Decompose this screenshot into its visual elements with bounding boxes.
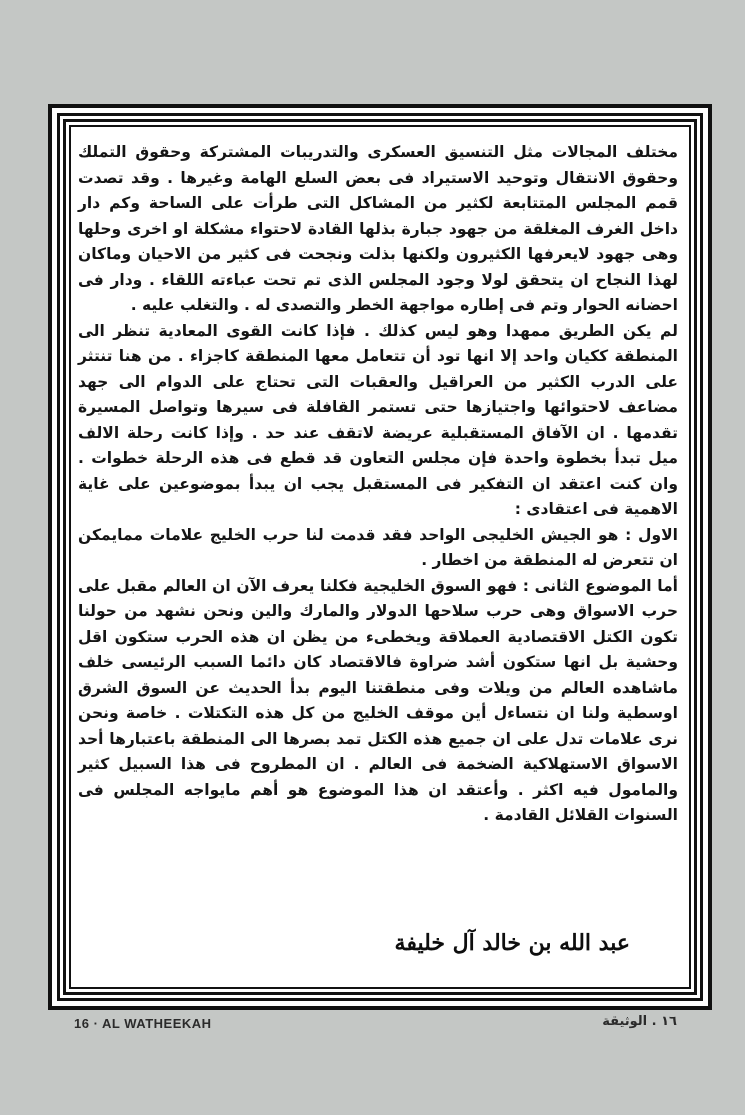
article-paragraph-3: الاول : هو الجيش الخليجى الواحد فقد قدمت لنا حرب الخليج علامات ممايمكن ان تتعرض له المنطقة من اخطار . bbox=[78, 525, 678, 569]
article-paragraph-1: مختلف المجالات مثل التنسيق العسكرى والتدريبات المشتركة وحقوق التملك وحقوق الانتقال وتوحيد الاستيراد فى بعض السلع الهامة وغيرها . وقد تصدت قمم المجلس المتتابعة لكثير من المشاكل التى طرأت على الساحة وكم دار داخل الغرف المغلقة من جهود جبارة بذلها القادة لاحتواء مشكلة او اخرى وحلها وهى جهود لايعرفها الكثيرون ولكنها بذلت ونجحت فى كثير من الاحيان وماكان لهذا النجاح ان يتحقق لولا وجود المجلس الذى تم تحت عباءته اللقاء . ودار فى احضانه الحوار وتم فى إطاره مواجهة الخطر والتصدى له . والتغلب عليه . bbox=[78, 143, 678, 314]
article-paragraph-2: لم يكن الطريق ممهدا وهو ليس كذلك . فإذا كانت القوى المعادية تنظر الى المنطقة ككيان واحد إلا انها تود أن تتعامل معها المنطقة كاجزاء . من هنا تنتثر على الدرب الكثير من العراقيل والعقبات التى تحتاج على الدوام الى جهد مضاعف لاحتوائها واجتيازها حتى تستمر القافلة فى سيرها وتواصل المسيرة تقدمها . ان الآفاق المستقبلية عريضة لاتقف عند حد . وإذا كانت رحلة الالف ميل تبدأ بخطوة واحدة فإن مجلس التعاون قد قطع فى هذه الرحلة خطوات . وان كنت اعتقد ان التفكير فى المستقبل يجب ان يبدأ بموضوعين على غاية الاهمية فى اعتقادى : bbox=[78, 321, 678, 518]
article-paragraph-4: أما الموضوع الثانى : فهو السوق الخليجية فكلنا يعرف الآن ان العالم مقبل على حرب الاسواق وهى حرب سلاحها الدولار والمارك والين ونحن نشهد من حولنا تكون الكتل الاقتصادية العملاقة ويخطىء من يظن ان هذه الحرب ستكون اقل وحشية بل انها ستكون أشد ضراوة فالاقتصاد كان دائما السبب الرئيسى خلف ماشاهده العالم من ويلات وفى منطقتنا اليوم بدأ الحديث عن السوق الشرق اوسطية ولنا ان نتساءل أين موقف الخليج من كل هذه التكتلات . خاصة ونحن نرى علامات تدل على ان جميع هذه الكتل تمد بصرها الى المنطقة باعتبارها أحد الاسواق الاستهلاكية الضخمة فى العالم . ان المطروح فى هذا السبيل كثير والمامول فيه اكثر . وأعتقد ان هذا الموضوع هو أهم مايواجه المجلس فى السنوات القلائل القادمة . bbox=[78, 576, 678, 824]
footer-page-number-latin: 16 · AL WATHEEKAH bbox=[74, 1016, 212, 1031]
article-body bbox=[78, 140, 678, 829]
author-signature: عبد الله بن خالد آل خليفة bbox=[394, 930, 630, 956]
footer-page-number-arabic: ١٦ . الوثيقة bbox=[602, 1014, 677, 1029]
